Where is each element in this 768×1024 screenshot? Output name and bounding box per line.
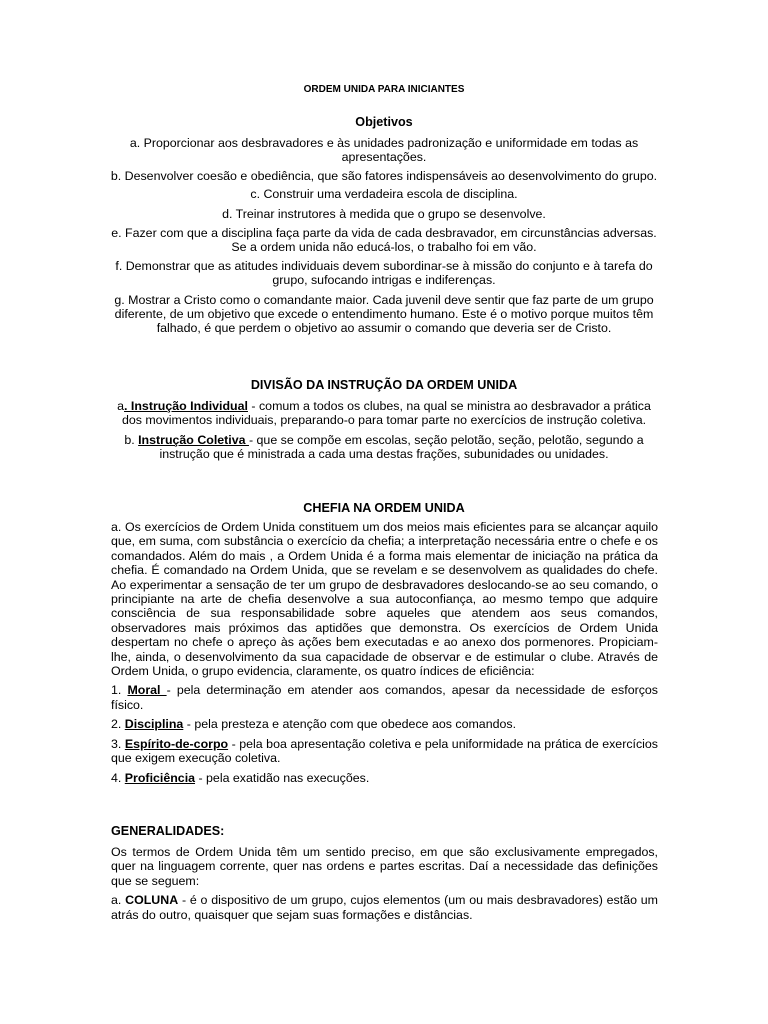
indice-prefix: 4.	[111, 770, 125, 785]
document-title: ORDEM UNIDA PARA INICIANTES	[303, 84, 465, 95]
generalidades-heading: GENERALIDADES:	[111, 824, 225, 838]
indice-espirito-de-corpo	[111, 737, 658, 766]
indice-moral	[111, 683, 658, 712]
divisao-item-term: . Instrução Individual	[124, 399, 248, 413]
objetivo-item-b: b. Desenvolver coesão e obediência, que são fatores indispensáveis ao desenvolvimento do grupo.	[110, 168, 658, 183]
generalidades-paragraph: Os termos de Ordem Unida têm um sentido preciso, em que são exclusivamente empregados, quer na linguagem corrente, quer nas ordens e partes escritas. Daí a necessidade das definições que se seguem:	[111, 845, 658, 888]
indice-text: - pela presteza e atenção com que obedece aos comandos.	[183, 717, 517, 732]
indice-prefix: 3.	[111, 736, 125, 751]
objetivos-list	[106, 136, 662, 336]
indice-text: - pela exatidão nas execuções.	[195, 770, 370, 785]
indice-proficiencia	[111, 771, 658, 785]
objetivo-item-e: e. Fazer com que a disciplina faça parte da vida de cada desbravador, em circunstâncias adversas. Se a ordem unida não educá-los, o trabalho foi em vão.	[111, 226, 657, 255]
divisao-item-term: Instrução Coletiva	[138, 432, 249, 447]
objetivo-item-a: a. Proporcionar aos desbravadores e às unidades padronização e uniformidade em todas as apresentações.	[129, 136, 639, 165]
coluna-text: - é o dispositivo de um grupo, cujos elementos (um ou mais desbravadores) estão um atrás do outro, quaisquer que sejam suas formações e distâncias.	[111, 893, 658, 922]
chefia-section	[111, 520, 658, 785]
divisao-item-coletiva	[106, 433, 662, 462]
divisao-item-prefix: b.	[124, 432, 139, 447]
divisao-heading: DIVISÃO DA INSTRUÇÃO DA ORDEM UNIDA	[250, 378, 518, 392]
objetivos-heading: Objetivos	[355, 115, 413, 129]
coluna-definition	[111, 893, 658, 922]
indice-term: Disciplina	[124, 717, 184, 732]
coluna-term: COLUNA	[125, 893, 179, 908]
indice-text: - pela determinação em atender aos comandos, apesar da necessidade de esforços físico.	[111, 683, 658, 712]
divisao-item-prefix: a	[117, 399, 125, 413]
divisao-item-text: - que se compõe em escolas, seção pelotão, seção, pelotão, segundo a instrução que é ministrada a cada uma destas frações, subunidades ou unidades.	[159, 432, 644, 462]
divisao-item-individual	[106, 399, 662, 428]
indice-text: - pela boa apresentação coletiva e pela uniformidade na prática de exercícios que exigem execução coletiva.	[111, 736, 658, 766]
divisao-item-text: - comum a todos os clubes, na qual se ministra ao desbravador a prática dos movimentos individuais, preparando-o para tomar parte no exercícios de instrução coletiva.	[121, 399, 651, 428]
indice-disciplina	[111, 717, 658, 731]
objetivo-item-g: g. Mostrar a Cristo como o comandante maior. Cada juvenil deve sentir que faz parte de um grupo diferente, de um objetivo que excede o entendimento humano. Este é o motivo porque muitos têm falhado, é que perdem o objetivo ao assumir o comando que deveria ser de Cristo.	[114, 292, 654, 336]
coluna-prefix: a.	[111, 893, 126, 908]
indice-term: Espírito-de-corpo	[124, 736, 229, 751]
chefia-heading: CHEFIA NA ORDEM UNIDA	[303, 501, 465, 515]
objetivo-item-d: d. Treinar instrutores à medida que o grupo se desenvolve.	[222, 206, 546, 221]
generalidades-section	[111, 845, 658, 922]
indice-prefix: 1.	[111, 683, 128, 698]
divisao-list	[106, 399, 662, 462]
indice-term: Proficiência	[124, 770, 196, 785]
chefia-paragraph: a. Os exercícios de Ordem Unida constituem um dos meios mais eficientes para se alcançar aquilo que, em suma, com substância o exercício da chefia; a interpretação necessária entre o chefe e os comandados. Além do mais , a Ordem Unida é a forma mais elementar de iniciação na prática da chefia. É comandado na Ordem Unida, que se revelam e se desenvolvem as qualidades do chefe. Ao experimentar a sensação de ter um grupo de desbravadores deslocando-se ao seu comando, o principiante na arte de chefia desenvolve a sua autoconfiança, ao mesmo tempo que adquire consciência de sua responsabilidade sobre aqueles que atendem aos seus comandos, observadores mais próximos das aptidões que demonstra. Os exercícios de Ordem Unida despertam no chefe o apreço às ações bem executadas e ao anexo dos pormenores. Propiciam-lhe, ainda, o desenvolvimento da sua capacidade de observar e de estimular o clube. Através de Ordem Unida, o grupo evidencia, claramente, os quatro índices de eficiência:	[111, 520, 658, 679]
indice-term: Moral	[127, 683, 167, 698]
indice-prefix: 2.	[111, 717, 125, 732]
objetivo-item-f: f. Demonstrar que as atitudes individuais devem subordinar-se à missão do conjunto e à tarefa do grupo, sufocando intrigas e indiferenças.	[115, 258, 653, 288]
objetivo-item-c: c. Construir uma verdadeira escola de disciplina.	[250, 187, 518, 202]
